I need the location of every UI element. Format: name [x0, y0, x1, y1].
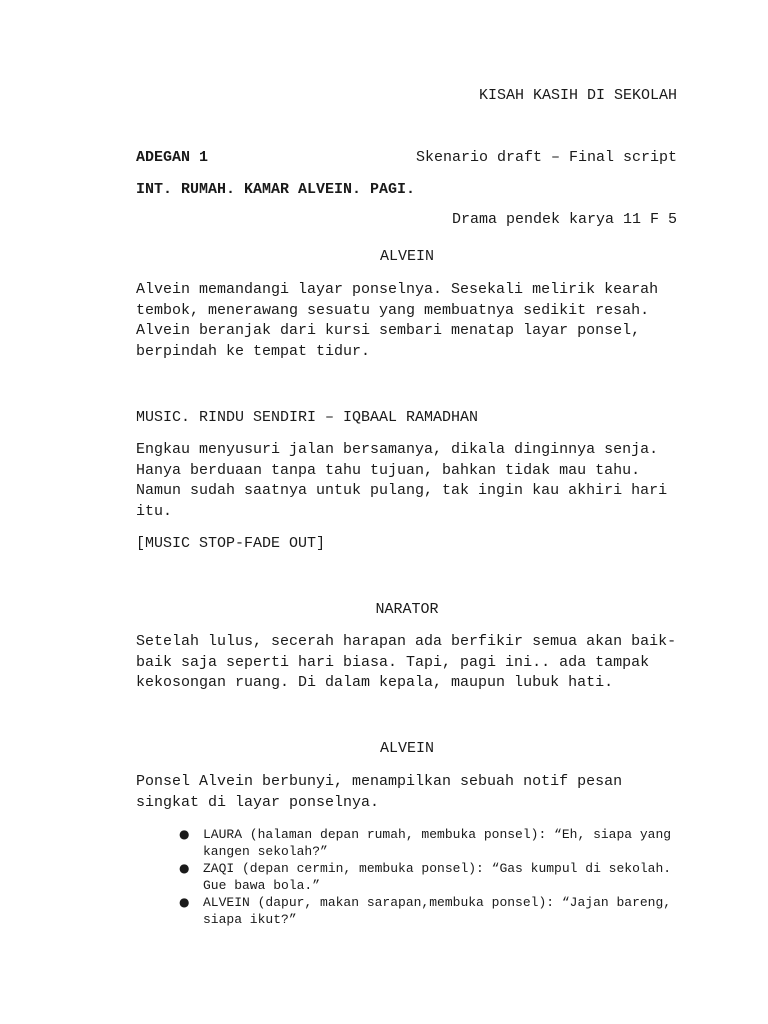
character-name: ALVEIN: [379, 248, 434, 265]
bullet-icon: ●: [179, 827, 190, 841]
bullet-icon: ●: [179, 895, 190, 909]
music-cue: [MUSIC STOP-FADE OUT]: [136, 535, 326, 552]
script-subtitle: Skenario draft – Final script: [415, 149, 677, 166]
script-credit: Drama pendek karya 11 F 5: [451, 211, 677, 228]
message-text: ALVEIN (dapur, makan sarapan,membuka ponsel): “Jajan bareng, siapa ikut?”: [203, 895, 672, 927]
narration-paragraph: Setelah lulus, secerah harapan ada berfikir semua akan baik-baik saja seperti hari biasa. Tapi, pagi ini.. ada tampak kekosongan ruang. Di dalam kepala, maupun lubuk hati.: [136, 633, 677, 691]
message-text: ZAQI (depan cermin, membuka ponsel): “Gas kumpul di sekolah. Gue bawa bola.”: [203, 861, 672, 893]
list-item: [176, 894, 676, 928]
song-lyrics: Engkau menyusuri jalan bersamanya, dikala dinginnya senja. Hanya berduaan tanpa tahu tujuan, bahkan tidak mau tahu. Namun sudah saatnya untuk pulang, tak ingin kau akhiri hari itu.: [136, 441, 668, 520]
action-paragraph: Alvein memandangi layar ponselnya. Sesekali melirik kearah tembok, menerawang sesuatu yang membuatnya sedikit resah. Alvein beranjak dari kursi sembari menatap layar ponsel, berpindah ke tempat tidur.: [136, 281, 659, 360]
list-item: [176, 826, 676, 860]
action-paragraph: Ponsel Alvein berbunyi, menampilkan sebuah notif pesan singkat di layar ponselnya.: [136, 773, 623, 811]
message-list: [176, 826, 676, 928]
scene-location: INT. RUMAH. KAMAR ALVEIN. PAGI.: [136, 181, 416, 198]
music-title: MUSIC. RINDU SENDIRI – IQBAAL RAMADHAN: [136, 409, 479, 426]
script-title: KISAH KASIH DI SEKOLAH: [478, 87, 677, 104]
character-name: ALVEIN: [379, 740, 434, 757]
bullet-icon: ●: [179, 861, 190, 875]
message-text: LAURA (halaman depan rumah, membuka ponsel): “Eh, siapa yang kangen sekolah?”: [203, 827, 672, 859]
scene-heading: ADEGAN 1: [136, 149, 209, 166]
character-name: NARATOR: [375, 601, 439, 618]
list-item: [176, 860, 676, 894]
